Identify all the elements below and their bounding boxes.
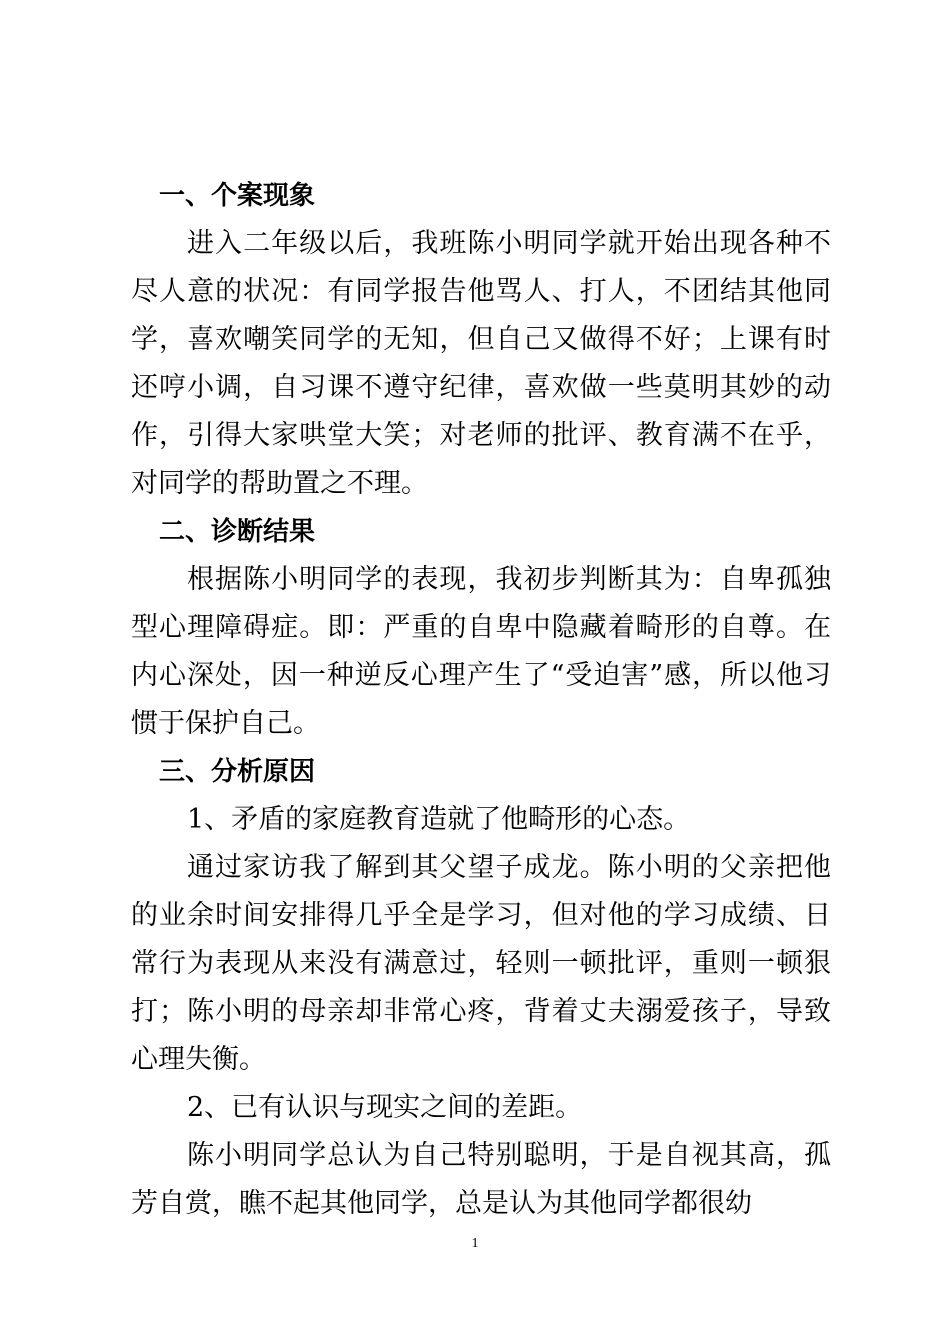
paragraph-self-perception: 陈小明同学总认为自己特别聪明，于是自视其高，孤芳自赏，瞧不起其他同学，总是认为其他同学都很幼 <box>131 1140 831 1219</box>
paragraph-diagnosis: 根据陈小明同学的表现，我初步判断其为：自卑孤独型心理障碍症。即：严重的自卑中隐藏着畸形的自尊。在内心深处，因一种逆反心理产生了“受迫害”感，所以他习惯于保护自己。 <box>131 564 831 739</box>
paragraph-family-education: 通过家访我了解到其父望子成龙。陈小明的父亲把他的业余时间安排得几乎全是学习，但对他的学习成绩、日常行为表现从来没有满意过，轻则一顿批评，重则一顿狠打；陈小明的母亲却非常心疼，背着丈夫溺爱孩子，导致心理失衡。 <box>131 852 831 1075</box>
document-body <box>131 172 831 1228</box>
paragraph-case-description: 进入二年级以后，我班陈小明同学就开始出现各种不尽人意的状况：有同学报告他骂人、打人，不团结其他同学，喜欢嘲笑同学的无知，但自己又做得不好；上课有时还哼小调，自习课不遵守纪律，喜欢做一些莫明其妙的动作，引得大家哄堂大笑；对老师的批评、教育满不在乎，对同学的帮助置之不理。 <box>131 228 831 499</box>
analysis-item-1: 1、矛盾的家庭教育造就了他畸形的心态。 <box>187 804 691 835</box>
section-heading-case: 一、个案现象 <box>159 181 316 211</box>
page-number: 1 <box>471 1236 479 1251</box>
section-heading-diagnosis: 二、诊断结果 <box>159 517 316 547</box>
section-heading-analysis: 三、分析原因 <box>159 757 316 787</box>
analysis-item-2: 2、已有认识与现实之间的差距。 <box>187 1092 583 1123</box>
